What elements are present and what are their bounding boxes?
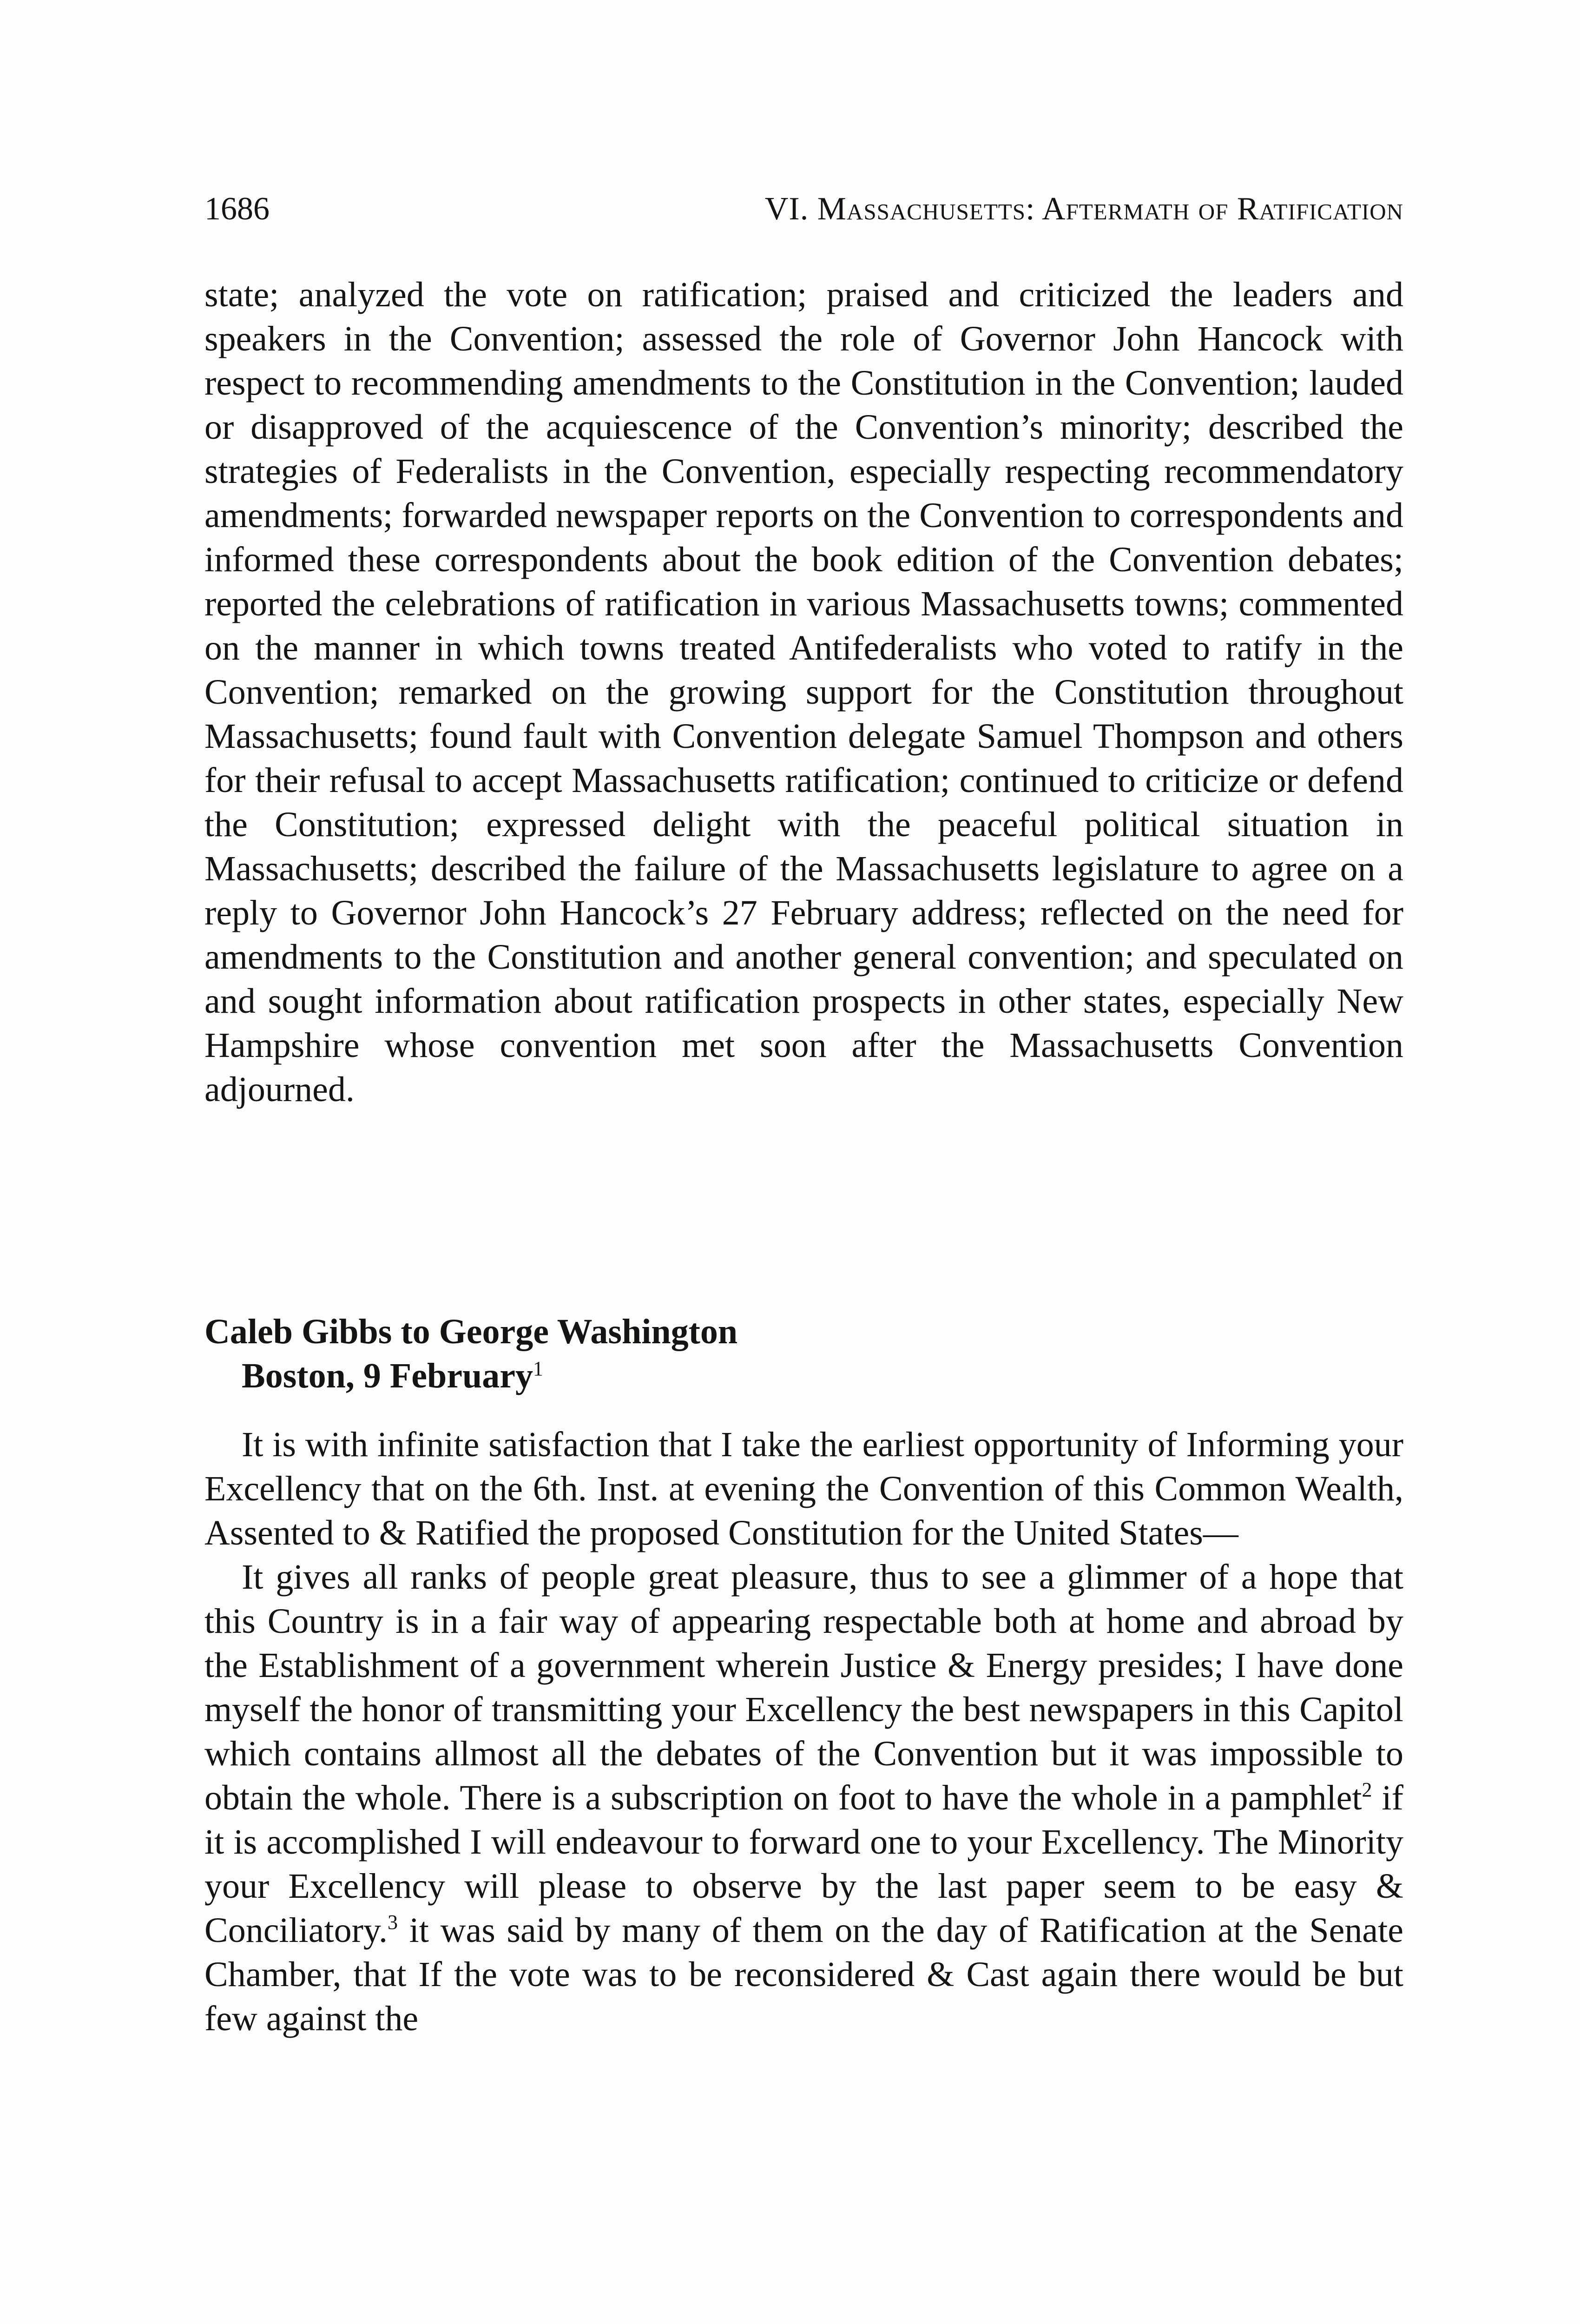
letter-paragraph-1: It is with infinite satisfaction that I take the earliest opportunity of Informing your Excellency that on the 6th. Inst. at evening the Convention of this Common Wealth, Assented to & Ratified the proposed Constitution for the United States— bbox=[204, 1425, 1403, 1552]
paragraph-2-text-b: if it is accomplished I will endeavour to forward one to your Excellency. The Minority your Excellency will please to observe by the last paper seem to be easy & Conciliatory. bbox=[204, 1778, 1403, 1950]
paragraph-2-text-c: it was said by many of them on the day of Ratification at the Senate Chamber, that If the vote was to be reconsidered & Cast again there would be but few against the bbox=[204, 1911, 1403, 2038]
letter-body bbox=[204, 1423, 1403, 2041]
footnote-ref-3[interactable]: 3 bbox=[388, 1911, 398, 1934]
footnote-ref-2[interactable]: 2 bbox=[1362, 1778, 1372, 1801]
paragraph-2-text-a: It gives all ranks of people great pleasure, thus to see a glimmer of a hope that this Country is in a fair way of appearing respectable both at home and abroad by the Establishment of a government wherein Justice & Energy presides; I have done myself the honor of transmitting your Excellency the best newspapers in this Capitol which contains allmost all the debates of the Convention but it was impossible to obtain the whole. There is a subscription on foot to have the whole in a pamphlet bbox=[204, 1558, 1403, 1817]
document-dateline bbox=[204, 1354, 1403, 1398]
running-section-title: VI. Massachusetts: Aftermath of Ratification bbox=[764, 191, 1403, 227]
footnote-ref-1[interactable]: 1 bbox=[533, 1357, 543, 1380]
document-title: Caleb Gibbs to George Washington bbox=[204, 1312, 738, 1351]
page-number: 1686 bbox=[204, 191, 270, 227]
dateline-text: Boston, 9 February bbox=[242, 1356, 533, 1395]
intro-paragraph: state; analyzed the vote on ratification; praised and criticized the leaders and speakers in the Convention; assessed the role of Governor John Hancock with respect to recommending amendments to the Constitution in the Convention; lauded or disapproved of the acquiescence of the Convention’s minority; described the strategies of Federalists in the Convention, especially respecting recommendatory amendments; forwarded newspaper reports on the Convention to correspondents and informed these correspondents about the book edition of the Convention debates; reported the celebrations of ratification in various Massachusetts towns; commented on the manner in which towns treated Antifederalists who voted to ratify in the Convention; remarked on the growing support for the Constitution throughout Massachusetts; found fault with Convention delegate Samuel Thompson and others for their refusal to accept Massachusetts ratification; continued to criticize or defend the Constitution; expressed delight with the peaceful political situation in Massachusetts; described the failure of the Massachusetts legislature to agree on a reply to Governor John Hancock’s 27 February address; reflected on the need for amendments to the Constitution and another general convention; and speculated on and sought information about ratification prospects in other states, especially New Hampshire whose convention met soon after the Massachusetts Convention adjourned. bbox=[204, 275, 1403, 1109]
letter-paragraph-2 bbox=[204, 1555, 1403, 2041]
document-heading bbox=[204, 1310, 1403, 1398]
running-head bbox=[204, 181, 1403, 237]
